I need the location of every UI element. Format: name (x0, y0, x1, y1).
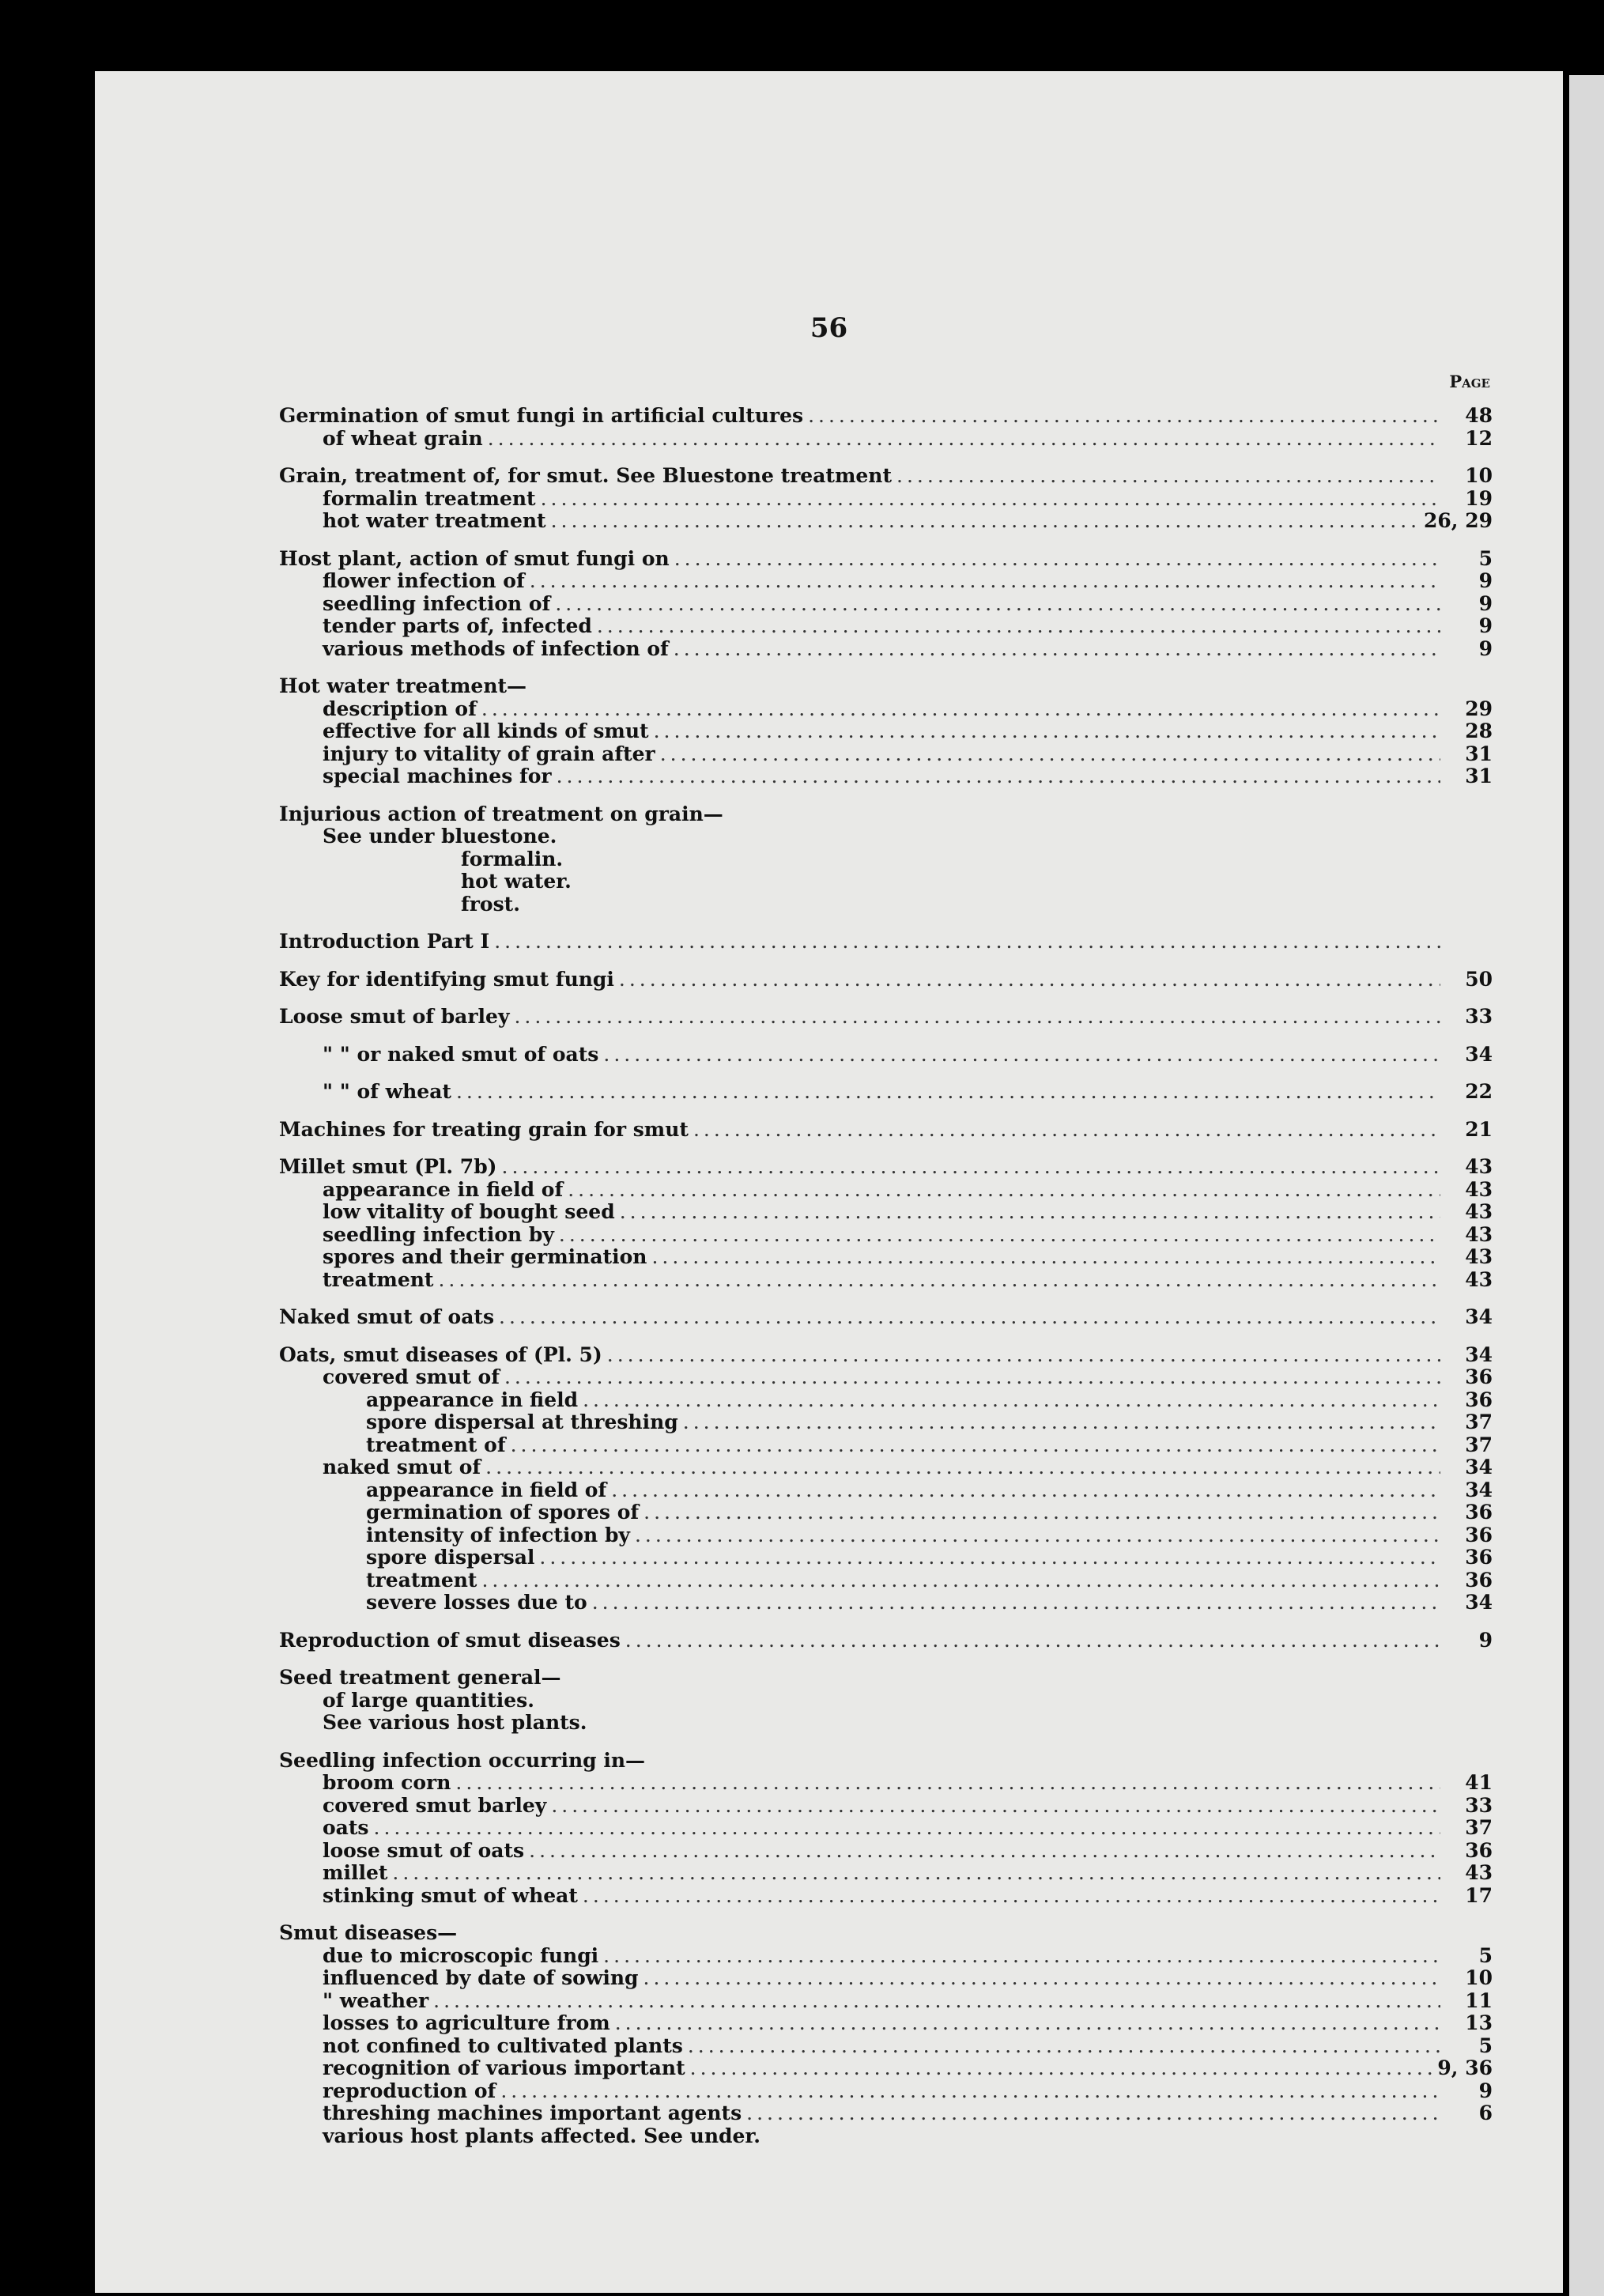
dot-leader (597, 615, 1440, 638)
index-subentry (279, 2080, 1493, 2103)
dot-leader (541, 488, 1440, 511)
index-subentry (279, 1592, 1493, 1614)
entry-page-ref: 9 (1478, 614, 1493, 637)
index-subentry (279, 1366, 1493, 1389)
index-heading-entry (279, 969, 1493, 991)
entry-label: various host plants affected. See under. (323, 2124, 760, 2147)
dot-leader (456, 1081, 1440, 1104)
index-subentry (279, 2057, 1493, 2080)
entry-label: Hot water treatment— (279, 674, 527, 697)
dot-leader (635, 1524, 1440, 1547)
entry-page-ref: 5 (1478, 2034, 1493, 2057)
entry-label: seedling infection of (323, 591, 551, 615)
entry-page-ref: 36 (1465, 1568, 1493, 1592)
index-subentry (279, 720, 1493, 743)
entry-page-ref: 12 (1465, 426, 1493, 450)
entry-label: seedling infection by (323, 1222, 554, 1246)
index-subentry (279, 488, 1493, 511)
entry-label: oats (323, 1816, 369, 1839)
entry-label: See under bluestone. (323, 825, 557, 848)
entry-label: Grain, treatment of, for smut. See Bluestone treatment (279, 464, 893, 487)
dot-leader (660, 743, 1440, 766)
dot-leader (374, 1817, 1441, 1840)
index-subentry (279, 1389, 1493, 1412)
document-page (95, 71, 1563, 2293)
entry-label: Millet smut (Pl. 7b) (279, 1155, 497, 1178)
entry-label: " weather (323, 1988, 429, 2012)
index-subentry (279, 1967, 1493, 1990)
index-subentry (279, 698, 1493, 721)
page-column-header: Page (1449, 372, 1490, 391)
index-heading-entry (279, 1750, 1493, 1773)
entry-page-ref: 17 (1465, 1883, 1493, 1907)
entry-page-ref: 34 (1465, 1042, 1493, 1066)
index-subentry (279, 1990, 1493, 2013)
index-heading-entry (279, 548, 1493, 571)
entry-page-ref: 26, 29 (1424, 509, 1493, 532)
entry-page-ref: 36 (1465, 1365, 1493, 1388)
entry-label: Introduction Part I (279, 930, 490, 953)
page-number: 56 (810, 312, 848, 344)
entry-label: injury to vitality of grain after (323, 742, 655, 765)
dot-leader (529, 1840, 1440, 1863)
entry-label: broom corn (323, 1771, 451, 1794)
entry-page-ref: 21 (1465, 1117, 1493, 1141)
dot-leader (438, 1269, 1440, 1292)
dot-leader (555, 593, 1440, 616)
entry-page-ref: 11 (1465, 1988, 1493, 2012)
entry-page-ref: 31 (1465, 765, 1493, 787)
index-heading-entry (279, 1629, 1493, 1652)
dot-leader (514, 1006, 1440, 1029)
dot-leader (481, 1569, 1440, 1592)
entry-label: loose smut of oats (323, 1838, 525, 1862)
entry-label: Naked smut of oats (279, 1305, 495, 1328)
entry-page-ref: 43 (1465, 1155, 1493, 1178)
entry-page-ref: 50 (1465, 967, 1493, 991)
index-subentry (279, 1224, 1493, 1247)
index-subentry (279, 825, 1493, 848)
dot-leader (688, 2035, 1440, 2058)
index-heading-entry (279, 465, 1493, 488)
index-heading-entry (279, 405, 1493, 428)
entry-label: severe losses due to (366, 1591, 587, 1614)
entry-page-ref: 41 (1465, 1771, 1493, 1794)
entry-page-ref: 19 (1465, 486, 1493, 510)
entry-label: frost. (461, 892, 520, 916)
index-heading-entry (279, 1006, 1493, 1029)
entry-label: spore dispersal at threshing (366, 1410, 678, 1433)
scan-edge-right (1569, 75, 1604, 2296)
dot-leader (674, 638, 1440, 661)
entry-page-ref: 22 (1465, 1080, 1493, 1103)
entry-page-ref: 5 (1478, 546, 1493, 570)
dot-leader (392, 1862, 1440, 1885)
index-subentry (279, 1795, 1493, 1818)
index-subentry (279, 2012, 1493, 2035)
index-subentry (279, 1179, 1493, 1202)
index-subentry (279, 1945, 1493, 1968)
dot-leader (592, 1592, 1440, 1614)
index-subentry (279, 1546, 1493, 1569)
entry-label: stinking smut of wheat (323, 1883, 578, 1907)
entry-label: appearance in field of (366, 1478, 607, 1501)
index-subentry (279, 2125, 1493, 2148)
entry-page-ref: 34 (1465, 1342, 1493, 1366)
index-heading-entry (279, 1667, 1493, 1690)
entry-label: covered smut barley (323, 1793, 547, 1817)
dot-leader (619, 969, 1440, 991)
subject-index (279, 405, 1493, 2162)
entry-label: reproduction of (323, 2079, 496, 2102)
entry-label: intensity of infection by (366, 1523, 630, 1546)
entry-page-ref: 43 (1465, 1200, 1493, 1223)
entry-label: germination of spores of (366, 1501, 640, 1524)
entry-label: Machines for treating grain for smut (279, 1117, 689, 1141)
dot-leader (620, 1201, 1440, 1224)
entry-label: formalin. (461, 847, 564, 870)
index-subentry (279, 1501, 1493, 1524)
dot-leader (557, 765, 1440, 788)
entry-label: treatment (366, 1568, 477, 1592)
dot-leader (643, 1501, 1440, 1524)
entry-label: Loose smut of barley (279, 1005, 510, 1028)
entry-page-ref: 43 (1465, 1177, 1493, 1201)
entry-label: of wheat grain (323, 426, 483, 450)
entry-page-ref: 13 (1465, 2011, 1493, 2034)
entry-label: due to microscopic fungi (323, 1943, 599, 1967)
entry-page-ref: 43 (1465, 1245, 1493, 1268)
entry-label: Seed treatment general— (279, 1666, 561, 1689)
dot-leader (693, 1119, 1440, 1142)
index-subentry (279, 1246, 1493, 1269)
dot-leader (674, 548, 1440, 571)
index-subentry (279, 428, 1493, 451)
index-subentry (279, 1411, 1493, 1434)
dot-leader (690, 2057, 1433, 2080)
dot-leader (488, 428, 1440, 451)
index-subentry (279, 1044, 1493, 1067)
entry-page-ref: 33 (1465, 1005, 1493, 1028)
index-subentry (279, 1885, 1493, 1908)
index-group (279, 1344, 1493, 1614)
dot-leader (583, 1885, 1440, 1908)
entry-label: hot water treatment (323, 509, 546, 532)
entry-label: formalin treatment (323, 486, 536, 510)
dot-leader (433, 1990, 1440, 2013)
entry-label: treatment (323, 1267, 434, 1291)
entry-page-ref: 28 (1465, 719, 1493, 742)
index-subentry (279, 1569, 1493, 1592)
entry-label: treatment of (366, 1433, 506, 1456)
entry-page-ref: 34 (1465, 1456, 1493, 1478)
index-subentry (279, 2035, 1493, 2058)
index-subentry (279, 1456, 1493, 1479)
index-group (279, 1081, 1493, 1104)
entry-page-ref: 9 (1478, 636, 1493, 660)
entry-label: losses to agriculture from (323, 2011, 610, 2034)
index-subentry (279, 510, 1493, 533)
entry-page-ref: 36 (1465, 1523, 1493, 1546)
entry-label: covered smut of (323, 1365, 500, 1388)
dot-leader (499, 1306, 1440, 1329)
index-subentry (279, 1434, 1493, 1457)
dot-leader (559, 1224, 1440, 1247)
dot-leader (502, 1156, 1440, 1179)
index-subentry (279, 893, 1493, 916)
dot-leader (611, 1479, 1440, 1502)
entry-page-ref: 9, 36 (1437, 2056, 1493, 2079)
index-group (279, 1750, 1493, 1908)
dot-leader (500, 2080, 1440, 2103)
dot-leader (539, 1546, 1440, 1569)
index-group (279, 803, 1493, 916)
index-heading-entry (279, 1156, 1493, 1179)
dot-leader (481, 698, 1440, 721)
entry-label: appearance in field of (323, 1177, 564, 1201)
dot-leader (625, 1629, 1440, 1652)
index-group (279, 465, 1493, 533)
entry-label: naked smut of (323, 1456, 481, 1478)
dot-leader (746, 2102, 1440, 2125)
index-group (279, 931, 1493, 954)
index-heading-entry (279, 931, 1493, 954)
entry-label: Oats, smut diseases of (Pl. 5) (279, 1342, 602, 1366)
entry-page-ref: 9 (1478, 569, 1493, 592)
dot-leader (896, 465, 1440, 488)
index-group (279, 675, 1493, 788)
dot-leader (607, 1344, 1440, 1367)
entry-label: spore dispersal (366, 1546, 535, 1569)
index-subentry (279, 1840, 1493, 1863)
index-group (279, 1044, 1493, 1067)
entry-page-ref: 9 (1478, 2079, 1493, 2102)
entry-page-ref: 36 (1465, 1388, 1493, 1411)
dot-leader (651, 1246, 1440, 1269)
index-subentry (279, 743, 1493, 766)
index-subentry (279, 870, 1493, 893)
entry-label: tender parts of, infected (323, 614, 592, 637)
index-subentry (279, 848, 1493, 871)
entry-page-ref: 9 (1478, 1628, 1493, 1652)
entry-label: Injurious action of treatment on grain— (279, 802, 723, 825)
entry-page-ref: 37 (1465, 1816, 1493, 1839)
index-group (279, 1156, 1493, 1291)
index-group (279, 405, 1493, 450)
index-heading-entry (279, 803, 1493, 826)
entry-page-ref: 36 (1465, 1546, 1493, 1569)
entry-label: spores and their germination (323, 1245, 647, 1268)
dot-leader (494, 931, 1440, 954)
entry-label: Seedling infection occurring in— (279, 1748, 646, 1772)
index-subentry (279, 1201, 1493, 1224)
entry-label: flower infection of (323, 569, 525, 592)
entry-page-ref: 6 (1478, 2102, 1493, 2124)
entry-label: special machines for (323, 765, 552, 787)
entry-label: Key for identifying smut fungi (279, 967, 614, 991)
index-subentry (279, 1524, 1493, 1547)
dot-leader (603, 1044, 1440, 1067)
index-subentry (279, 1479, 1493, 1502)
index-subentry (279, 1712, 1493, 1735)
index-subentry (279, 638, 1493, 661)
index-group (279, 1119, 1493, 1142)
entry-label: appearance in field (366, 1388, 579, 1411)
index-heading-entry (279, 675, 1493, 698)
entry-page-ref: 37 (1465, 1410, 1493, 1433)
index-heading-entry (279, 1344, 1493, 1367)
dot-leader (455, 1772, 1440, 1795)
dot-leader (485, 1456, 1440, 1479)
index-subentry (279, 1269, 1493, 1292)
index-subentry (279, 1817, 1493, 1840)
index-group (279, 1922, 1493, 2147)
index-subentry (279, 1081, 1493, 1104)
index-subentry (279, 1772, 1493, 1795)
dot-leader (683, 1411, 1440, 1434)
entry-page-ref: 43 (1465, 1861, 1493, 1884)
entry-label: of large quantities. (323, 1688, 534, 1712)
entry-label: low vitality of bought seed (323, 1200, 615, 1223)
index-group (279, 1306, 1493, 1329)
dot-leader (615, 2012, 1440, 2035)
entry-page-ref: 34 (1465, 1591, 1493, 1614)
entry-label: See various host plants. (323, 1711, 587, 1734)
entry-page-ref: 36 (1465, 1838, 1493, 1862)
index-group (279, 1006, 1493, 1029)
index-subentry (279, 2102, 1493, 2125)
entry-label: millet (323, 1861, 388, 1884)
entry-label: Host plant, action of smut fungi on (279, 546, 670, 570)
entry-page-ref: 43 (1465, 1222, 1493, 1246)
index-subentry (279, 1862, 1493, 1885)
entry-page-ref: 43 (1465, 1267, 1493, 1291)
dot-leader (583, 1389, 1440, 1412)
entry-page-ref: 5 (1478, 1943, 1493, 1967)
index-subentry (279, 615, 1493, 638)
dot-leader (654, 720, 1440, 743)
entry-label: " " of wheat (323, 1080, 451, 1103)
index-subentry (279, 765, 1493, 788)
dot-leader (643, 1967, 1440, 1990)
dot-leader (511, 1434, 1440, 1457)
entry-label: threshing machines important agents (323, 2102, 742, 2124)
entry-label: hot water. (461, 870, 572, 893)
entry-page-ref: 34 (1465, 1478, 1493, 1501)
entry-label: effective for all kinds of smut (323, 719, 649, 742)
entry-label: Smut diseases— (279, 1921, 458, 1944)
entry-label: description of (323, 697, 477, 720)
entry-label: influenced by date of sowing (323, 1966, 639, 1989)
entry-page-ref: 9 (1478, 591, 1493, 615)
entry-page-ref: 10 (1465, 1966, 1493, 1989)
dot-leader (551, 1795, 1440, 1818)
entry-page-ref: 37 (1465, 1433, 1493, 1456)
index-heading-entry (279, 1306, 1493, 1329)
index-group (279, 1629, 1493, 1652)
index-heading-entry (279, 1119, 1493, 1142)
entry-page-ref: 29 (1465, 697, 1493, 720)
entry-label: various methods of infection of (323, 636, 669, 660)
dot-leader (808, 405, 1440, 428)
entry-label: not confined to cultivated plants (323, 2034, 683, 2057)
dot-leader (504, 1366, 1440, 1389)
index-group (279, 969, 1493, 991)
entry-label: Germination of smut fungi in artificial cultures (279, 404, 804, 427)
entry-page-ref: 48 (1465, 404, 1493, 427)
entry-page-ref: 33 (1465, 1793, 1493, 1817)
entry-label: recognition of various important (323, 2056, 685, 2079)
entry-label: " " or naked smut of oats (323, 1042, 599, 1066)
index-subentry (279, 570, 1493, 593)
dot-leader (568, 1179, 1440, 1202)
index-group (279, 1667, 1493, 1735)
dot-leader (530, 570, 1440, 593)
dot-leader (603, 1945, 1440, 1968)
entry-page-ref: 34 (1465, 1305, 1493, 1328)
entry-page-ref: 31 (1465, 742, 1493, 765)
entry-page-ref: 36 (1465, 1501, 1493, 1524)
entry-label: Reproduction of smut diseases (279, 1628, 621, 1652)
index-group (279, 548, 1493, 661)
entry-page-ref: 10 (1465, 464, 1493, 487)
index-subentry (279, 593, 1493, 616)
index-subentry (279, 1690, 1493, 1713)
dot-leader (551, 510, 1419, 533)
index-heading-entry (279, 1922, 1493, 1945)
